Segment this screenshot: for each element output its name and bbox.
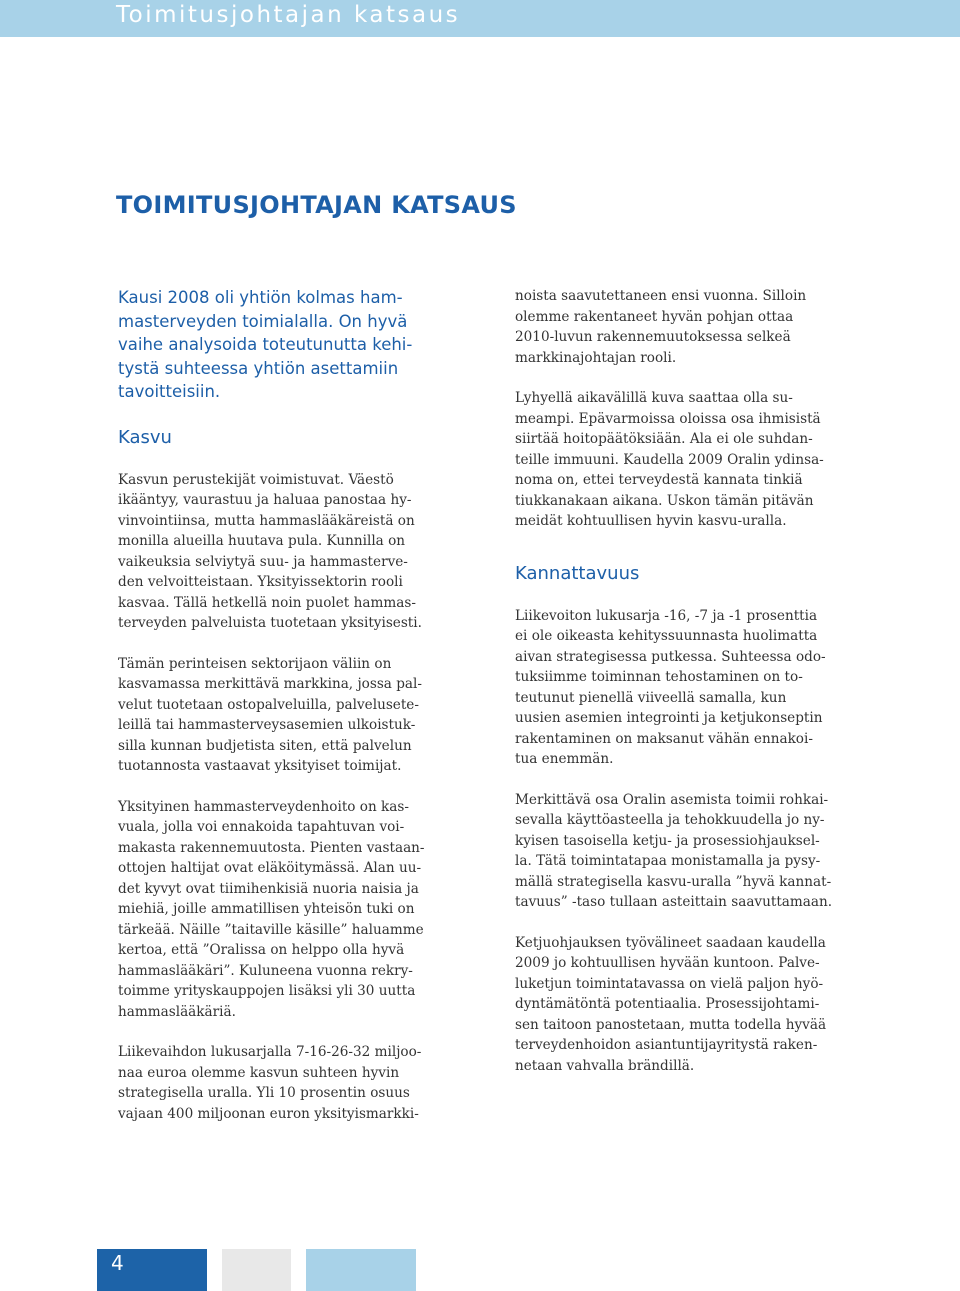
body-paragraph: Liikevaihdon lukusarjalla 7-16-26-32 miljoo- naa euroa olemme kasvun suhteen hyvin strategisella uralla. Yli 10 prosentin osuus vajaan 400 miljoonan euron yksityismarkki- [118, 1044, 422, 1122]
left-column [118, 286, 450, 1144]
body-paragraph: Liikevoiton lukusarja -16, -7 ja -1 prosenttia ei ole oikeasta kehityssuunnasta huolimatta aivan strategisessa putkessa. Suhteessa odo- tuksiimme toiminnan tehostaminen on to- teutunut pienellä viiveellä samalla, kun uusien asemien integrointi ja ketjukonseptin rakentaminen on maksanut vähän ennakoi- tua enemmän. [515, 607, 826, 767]
page-title: TOIMITUSJOHTAJAN KATSAUS [116, 191, 517, 219]
body-paragraph: Yksityinen hammasterveydenhoito on kas- vuala, jolla voi ennakoida tapahtuvan voi- makasta rakennemuutosta. Pienten vastaan- ottojen haltijat ovat eläköitymässä. Alan uu- det kyvyt ovat tiimihenkisiä nuoria naisia ja miehiä, joille ammatillisen yhteisön tuki on tärkeää. Näille ”taitaville käsille” haluamme kertoa, että ”Oralissa on helppo olla hyvä hammaslääkäri”. Kuluneena vuonna rekry- toimme yrityskauppojen lisäksi yli 30 uutta hammaslääkäriä. [118, 798, 425, 1020]
footer-grey-box [222, 1249, 291, 1291]
page-number: 4 [111, 1251, 124, 1275]
right-column [515, 286, 850, 1096]
lead-paragraph: Kausi 2008 oli yhtiön kolmas ham- masterveyden toimialalla. On hyvä vaihe analysoida toteutunutta kehi- tystä suhteessa yhtiön asettamiin tavoitteisiin. [118, 288, 413, 401]
body-paragraph: noista saavutettaneen ensi vuonna. Silloin olemme rakentaneet hyvän pohjan ottaa 2010-luvun rakennemuutoksessa selkeä markkinajohtajan rooli. [515, 288, 807, 366]
body-paragraph: Ketjuohjauksen työvälineet saadaan kaudella 2009 jo kohtuullisen hyvään kuntoon. Palve- luketjun toimintatavassa on vielä paljon hyö- dyntämätöntä potentiaalia. Prosessijohtami- sen taitoon panostetaan, mutta todella hyvää terveydenhoidon asiantuntijayritystä raken- netaan vahvalla brändillä. [515, 934, 827, 1074]
body-paragraph: Lyhyellä aikavälillä kuva saattaa olla su- meampi. Epävarmoissa oloissa osa ihmisistä siirtää hoitopäätöksiään. Ala ei ole suhdan- teille immuuni. Kaudella 2009 Oralin ydinsa- noma on, ettei terveydestä kannata tinkiä tiukkanakaan aikana. Uskon tämän pitävän meidät kohtuullisen hyvin kasvu-uralla. [515, 390, 824, 529]
section-heading-kannattavuus: Kannattavuus [515, 562, 640, 584]
header-band [0, 0, 960, 37]
footer-lightblue-box [306, 1249, 416, 1291]
header-title: Toimitusjohtajan katsaus [116, 2, 461, 28]
body-paragraph: Kasvun perustekijät voimistuvat. Väestö ikääntyy, vaurastuu ja haluaa panostaa hy- vinvointiinsa, mutta hammaslääkäreistä on monilla alueilla huutava pula. Kunnilla on vaikeuksia selviytyä suu- ja hammasterve- den velvoitteistaan. Yksityissektorin rooli kasvaa. Tällä hetkellä noin puolet hammas- terveyden palveluista tuotetaan yksityisesti. [118, 471, 422, 631]
body-paragraph: Merkittävä osa Oralin asemista toimii rohkai- sevalla käyttöasteella ja tehokkuudella jo ny- kyisen tasoisella ketju- ja prosessiohjauksel- la. Tätä toimintatapaa monistamalla ja pysy- mällä strategisella kasvu-uralla ”hyvä kannat- tavuus” -taso tullaan asteittain saavuttamaan. [515, 791, 833, 910]
body-paragraph: Tämän perinteisen sektorijaon väliin on kasvamassa merkittävä markkina, jossa pal- velut tuotetaan ostopalveluilla, palvelusete- leillä tai hammasterveysasemien ulkoistuk- silla kunnan budjetista siten, että palvelun tuotannosta vastaavat yksityiset toimijat. [118, 655, 422, 774]
section-heading-kasvu: Kasvu [118, 426, 172, 448]
